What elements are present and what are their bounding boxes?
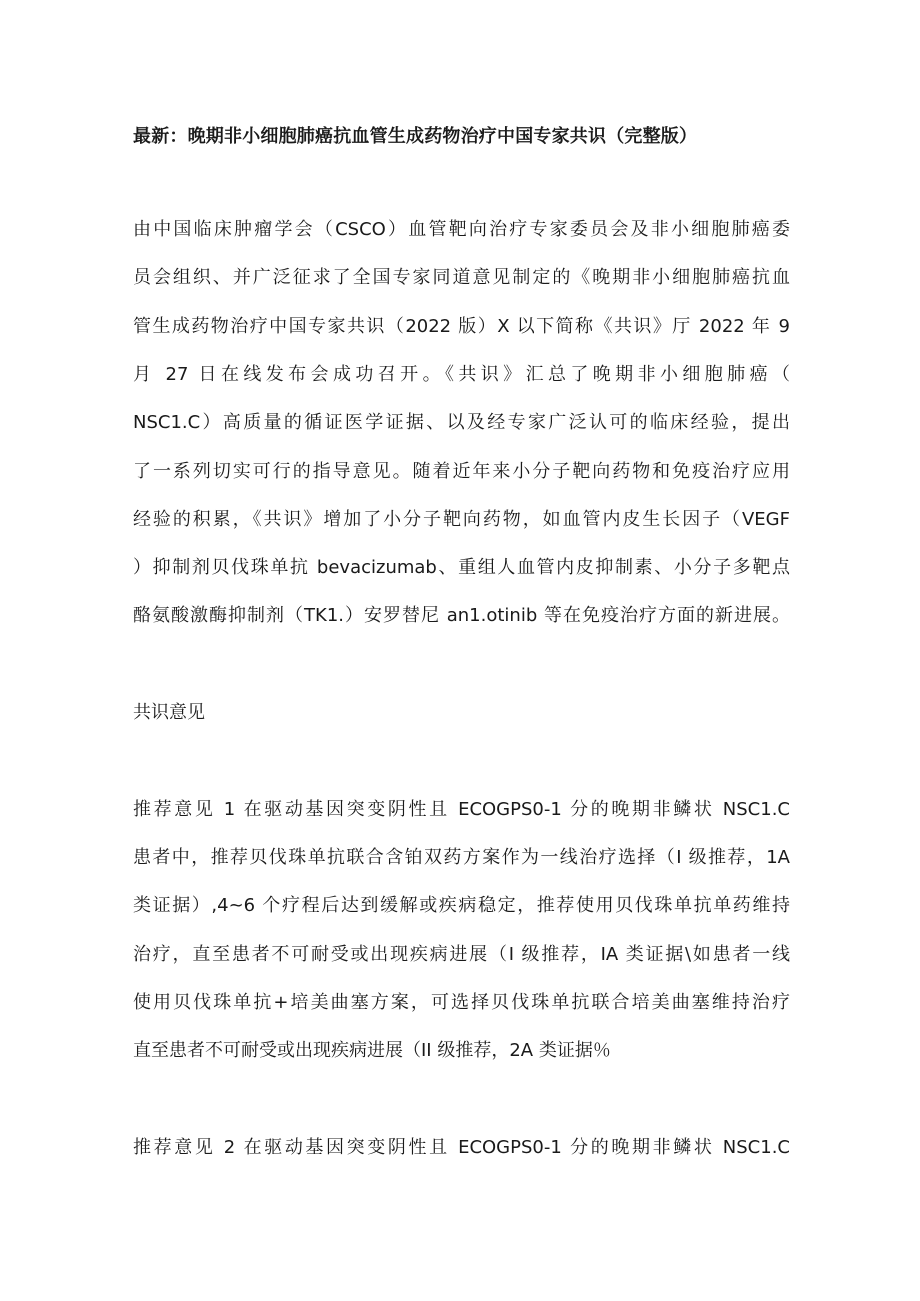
rec1-line-4: 治疗，直至患者不可耐受或出现疾病进展（I 级推荐，IA 类证据\如患者一线 xyxy=(133,944,790,965)
rec1-line-6: 直至患者不可耐受或出现疾病进展（II 级推荐，2A 类证据％ xyxy=(133,1040,611,1061)
intro-line-1: 由中国临床肿瘤学会（CSCO）血管靶向治疗专家委员会及非小细胞肺癌委 xyxy=(133,219,790,240)
rec2-line-1: 推荐意见 2 在驱动基因突变阴性且 ECOGPS0-1 分的晚期非鳞状 NSC1.C xyxy=(133,1137,790,1158)
intro-line-8: ）抑制剂贝伐珠单抗 bevacizumab、重组人血管内皮抑制素、小分子多靶点 xyxy=(133,557,790,578)
intro-line-5: NSC1.C）高质量的循证医学证据、以及经专家广泛认可的临床经验，提出 xyxy=(133,412,790,433)
intro-line-3: 管生成药物治疗中国专家共识（2022 版）X 以下简称《共识》厅 2022 年 9 xyxy=(133,316,790,337)
intro-line-4: 月 27 日在线发布会成功召开。《共识》汇总了晚期非小细胞肺癌（ xyxy=(133,364,790,385)
rec1-line-5: 使用贝伐珠单抗+培美曲塞方案，可选择贝伐珠单抗联合培美曲塞维持治疗 xyxy=(133,992,790,1013)
intro-line-7: 经验的积累，《共识》增加了小分子靶向药物，如血管内皮生长因子（VEGF xyxy=(133,509,790,530)
section-heading: 共识意见 xyxy=(133,702,205,723)
intro-line-9: 酪氨酸激酶抑制剂（TK1.）安罗替尼 an1.otinib 等在免疫治疗方面的新进展。 xyxy=(133,605,790,626)
rec1-line-3: 类证据）,4~6 个疗程后达到缓解或疾病稳定，推荐使用贝伐珠单抗单药维持 xyxy=(133,895,790,916)
intro-line-6: 了一系列切实可行的指导意见。随着近年来小分子靶向药物和免疫治疗应用 xyxy=(133,461,790,482)
rec1-line-1: 推荐意见 1 在驱动基因突变阴性且 ECOGPS0-1 分的晚期非鳞状 NSC1.C xyxy=(133,799,790,820)
intro-line-2: 员会组织、并广泛征求了全国专家同道意见制定的《晚期非小细胞肺癌抗血 xyxy=(133,267,790,288)
rec1-line-2: 患者中，推荐贝伐珠单抗联合含铂双药方案作为一线治疗选择（I 级推荐，1A xyxy=(133,847,790,868)
document-title: 最新：晚期非小细胞肺癌抗血管生成药物治疗中国专家共识（完整版） xyxy=(133,126,698,147)
